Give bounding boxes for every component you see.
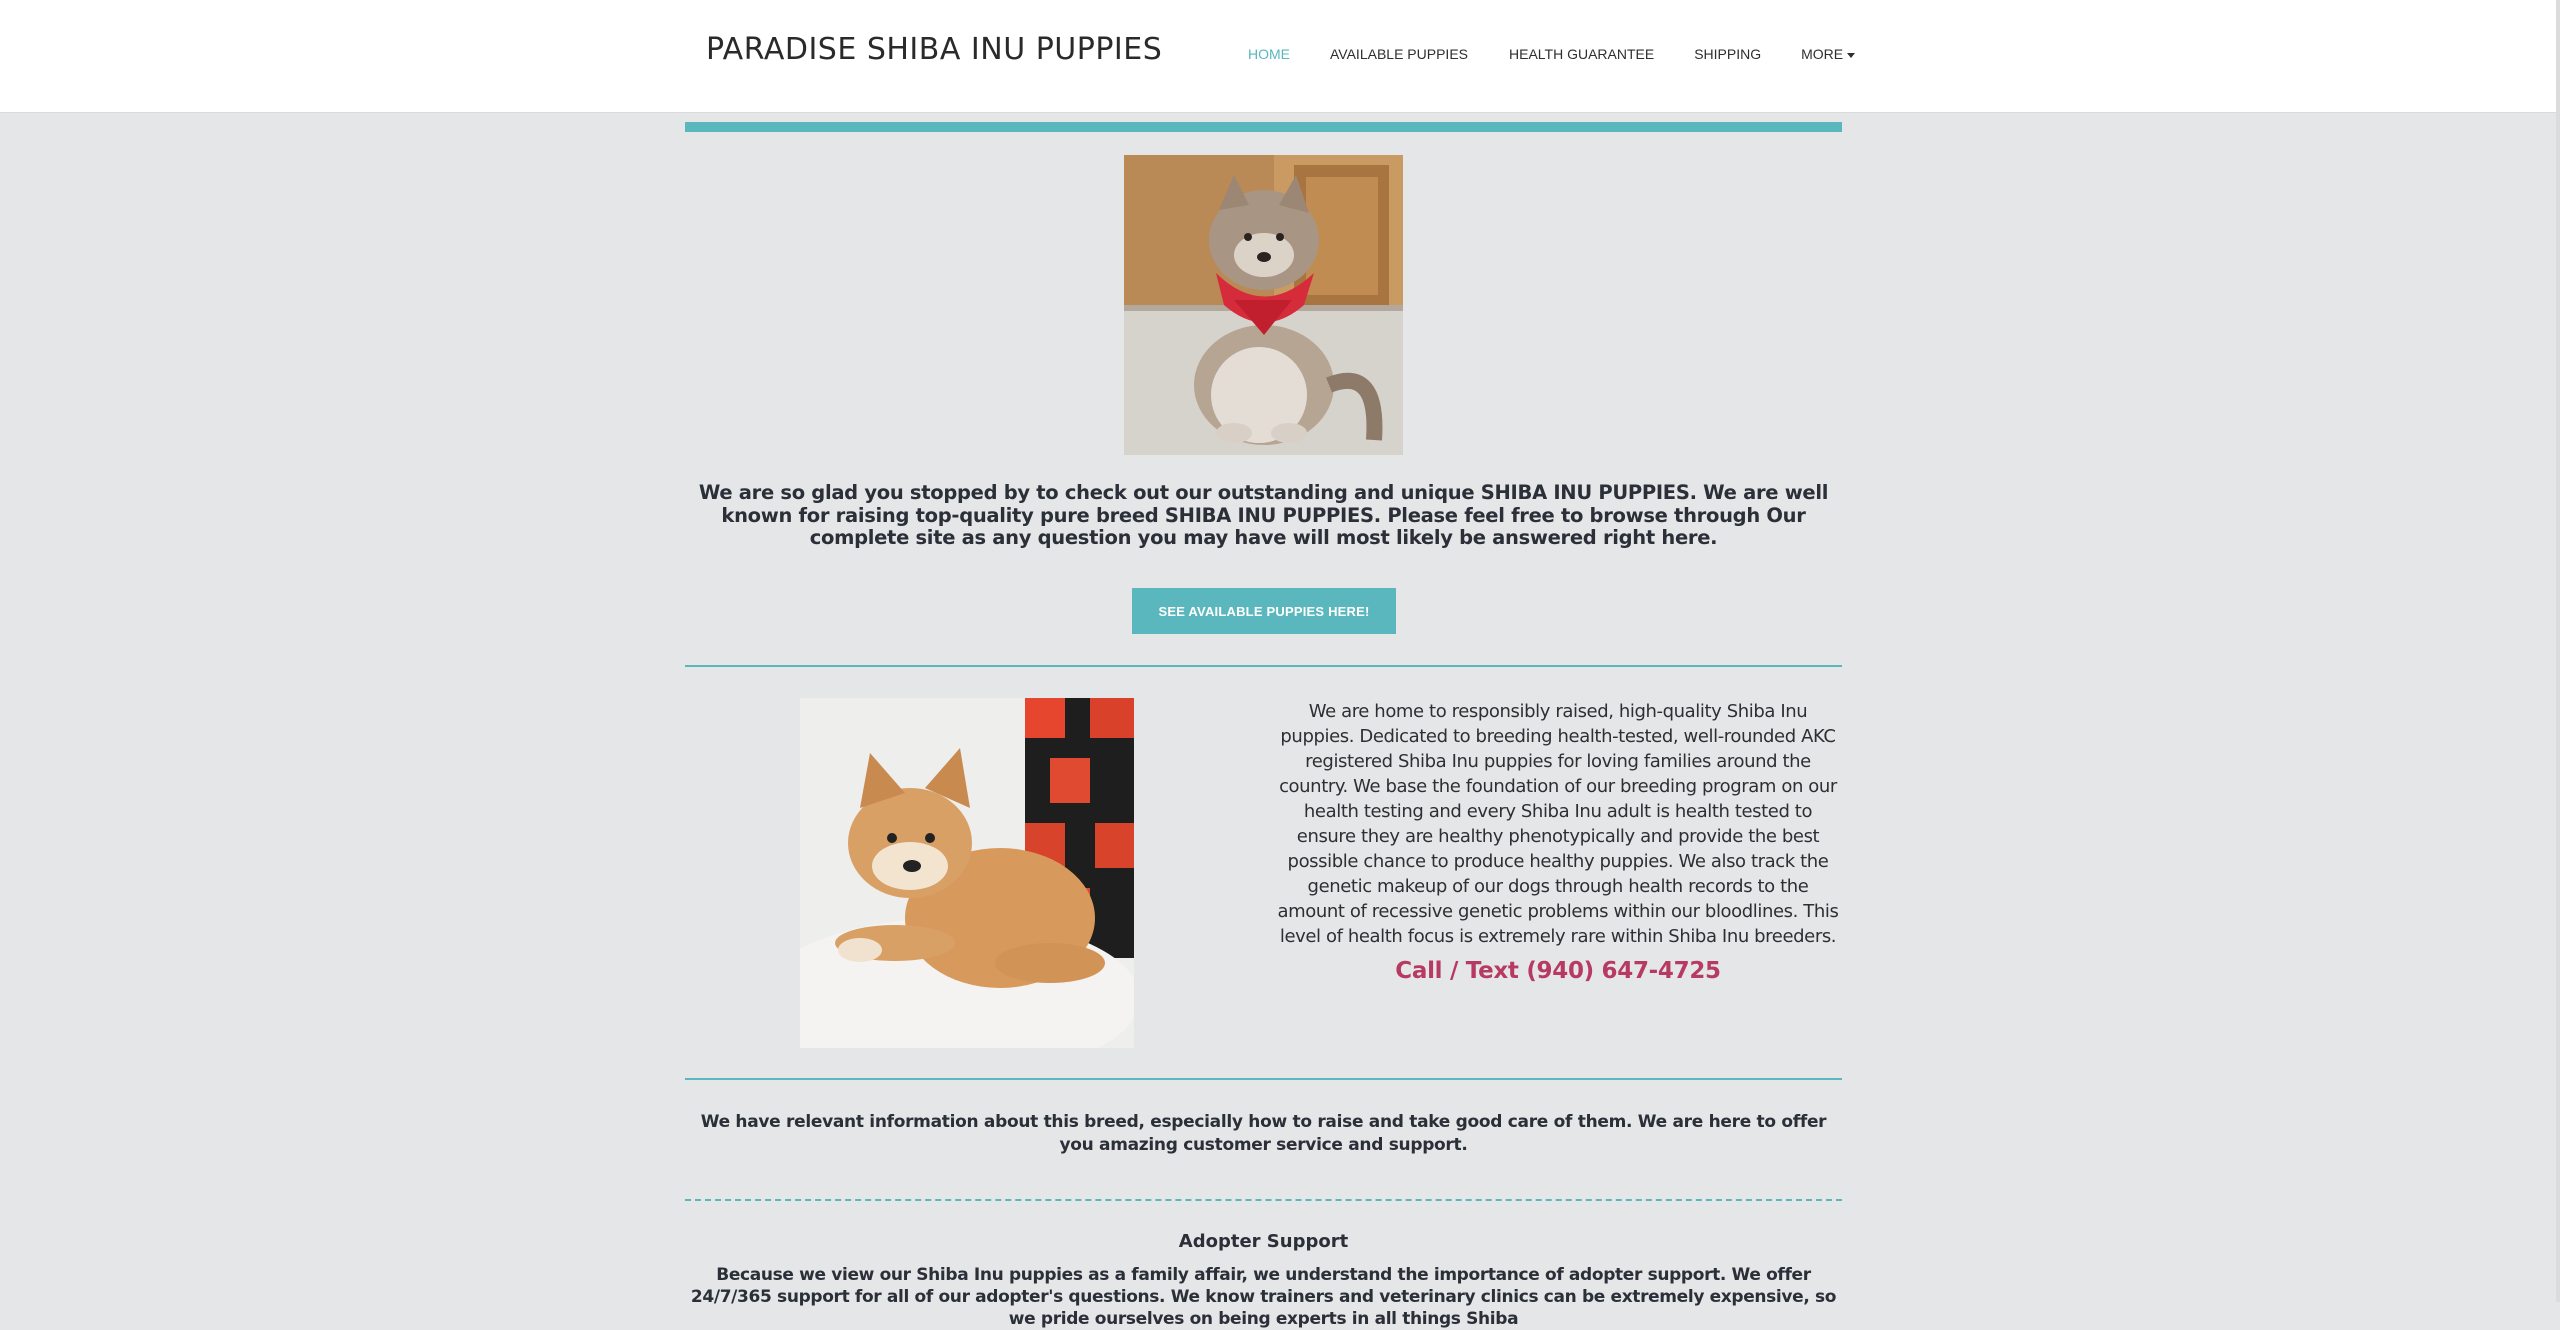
section-divider (685, 665, 1842, 667)
intro-text: We are so glad you stopped by to check out our outstanding and unique SHIBA INU PUPPIES. We are well known for raising top-quality pure breed SHIBA INU PUPPIES. Please feel free to browse through Our complete site as any question you may have will most likely be answered right here. (698, 481, 1829, 549)
nav-item-more[interactable] (1801, 46, 1855, 62)
phone-contact[interactable]: Call / Text (940) 647-4725 (1395, 958, 1721, 984)
shiba-dog-photo (800, 698, 1134, 1048)
info-text: We have relevant information about this breed, especially how to raise and take good care of them. We are here to offer you amazing customer service and support. (700, 1112, 1827, 1155)
adopter-support-heading: Adopter Support (1178, 1231, 1349, 1252)
nav-item-shipping[interactable]: SHIPPING (1694, 46, 1762, 62)
page-scrollbar[interactable] (2556, 0, 2560, 1302)
adopter-support-text: Because we view our Shiba Inu puppies as a family affair, we understand the importance of adopter support. We offer 24/7/365 support for all of our adopter's questions. We know trainers and veterinary clinics can be extremely expensive, so we pride ourselves on being experts in all things Shiba (690, 1265, 1837, 1329)
about-text: We are home to responsibly raised, high-quality Shiba Inu puppies. Dedicated to breeding health-tested, well-rounded AKC registered Shiba Inu puppies for loving families around the country. We base the foundation of our breeding program on our health testing and every Shiba Inu adult is health tested to ensure they are healthy phenotypically and provide the best possible chance to produce healthy puppies. We also track the genetic makeup of our dogs through health records to the amount of recessive genetic problems within our bloodlines. This level of health focus is extremely rare within Shiba Inu breeders. (1277, 701, 1839, 947)
hero-puppy-photo (1124, 155, 1403, 455)
nav-item-more-label: MORE (1801, 46, 1844, 62)
see-available-puppies-button[interactable]: SEE AVAILABLE PUPPIES HERE! (1132, 588, 1396, 634)
nav-item-home[interactable]: HOME (1248, 46, 1290, 62)
nav-item-available-puppies[interactable]: AVAILABLE PUPPIES (1330, 46, 1468, 62)
accent-bar (685, 122, 1842, 132)
dashed-divider (685, 1199, 1842, 1201)
main-nav (1248, 44, 1855, 64)
section-divider (685, 1078, 1842, 1080)
caret-down-icon (1847, 53, 1855, 58)
site-title[interactable]: PARADISE SHIBA INU PUPPIES (706, 32, 1163, 67)
nav-item-health-guarantee[interactable]: HEALTH GUARANTEE (1509, 46, 1655, 62)
site-header (0, 0, 2560, 113)
